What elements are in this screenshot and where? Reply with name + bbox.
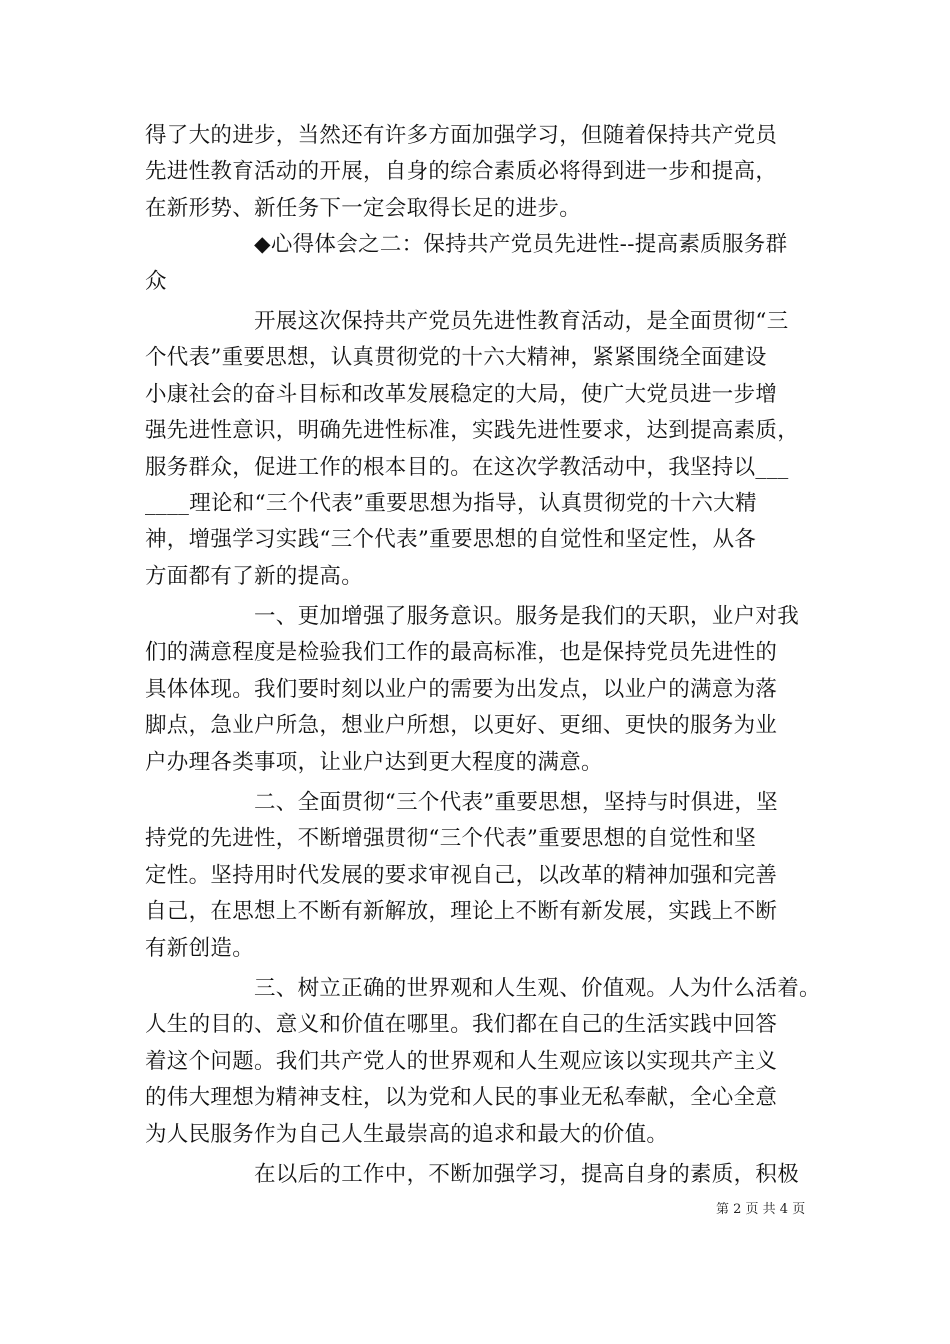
text-line: 个代表”重要思想，认真贯彻党的十六大精神，紧紧围绕全面建设 (145, 345, 767, 371)
text-line: 定性。坚持用时代发展的要求审视自己，以改革的精神加强和完善 (145, 862, 778, 888)
text-line: 在新形势、新任务下一定会取得长足的进步。 (145, 195, 582, 221)
text-line: 持党的先进性，不断增强贯彻“三个代表”重要思想的自觉性和坚 (145, 826, 757, 852)
text-line: 为人民服务作为自己人生最崇高的追求和最大的价值。 (145, 1121, 669, 1147)
text-line: 在以后的工作中，不断加强学习，提高自身的素质，积极 (145, 1161, 800, 1187)
text-line: 方面都有了新的提高。 (145, 563, 364, 589)
text-line: 脚点，急业户所急，想业户所想，以更好、更细、更快的服务为业 (145, 713, 778, 739)
text-line: 三、树立正确的世界观和人生观、价值观。人为什么活着。 (145, 975, 821, 1001)
section-heading-cont: 众 (145, 268, 167, 294)
text-line: 开展这次保持共产党员先进性教育活动，是全面贯彻“三 (145, 308, 789, 334)
text-line: 神，增强学习实践“三个代表”重要思想的自觉性和坚定性，从各 (145, 527, 757, 553)
text-line: 有新创造。 (145, 935, 255, 961)
text-line: 自己，在思想上不断有新解放，理论上不断有新发展，实践上不断 (145, 899, 778, 925)
page-number-footer: 第 2 页 共 4 页 (716, 1202, 806, 1217)
section-heading: ◆心得体会之二：保持共产党员先进性--提高素质服务群 (145, 232, 788, 258)
text-line: 们的满意程度是检验我们工作的最高标准，也是保持党员先进性的 (145, 640, 778, 666)
text-line: ____理论和“三个代表”重要思想为指导，认真贯彻党的十六大精 (145, 490, 757, 516)
text-line: 得了大的进步，当然还有许多方面加强学习，但随着保持共产党员 (145, 123, 778, 148)
text-line: 强先进性意识，明确先进性标准，实践先进性要求，达到提高素质， (145, 418, 800, 444)
text-line: 二、全面贯彻“三个代表”重要思想，坚持与时俱进，坚 (145, 790, 778, 816)
body-text (145, 118, 821, 1193)
text-line: 着这个问题。我们共产党人的世界观和人生观应该以实现共产主义 (145, 1048, 778, 1074)
text-line: 人生的目的、意义和价值在哪里。我们都在自己的生活实践中回答 (145, 1012, 778, 1038)
text-line: 一、更加增强了服务意识。服务是我们的天职，业户对我 (145, 604, 800, 630)
text-line: 服务群众，促进工作的根本目的。在这次学教活动中，我坚持以___ (145, 454, 789, 480)
text-line: 先进性教育活动的开展，自身的综合素质必将得到进一步和提高， (145, 159, 778, 185)
text-line: 户办理各类事项，让业户达到更大程度的满意。 (145, 749, 603, 775)
text-line: 的伟大理想为精神支柱，以为党和人民的事业无私奉献，全心全意 (145, 1085, 778, 1111)
text-line: 小康社会的奋斗目标和改革发展稳定的大局，使广大党员进一步增 (145, 381, 778, 407)
text-line: 具体体现。我们要时刻以业户的需要为出发点，以业户的满意为落 (145, 676, 778, 702)
